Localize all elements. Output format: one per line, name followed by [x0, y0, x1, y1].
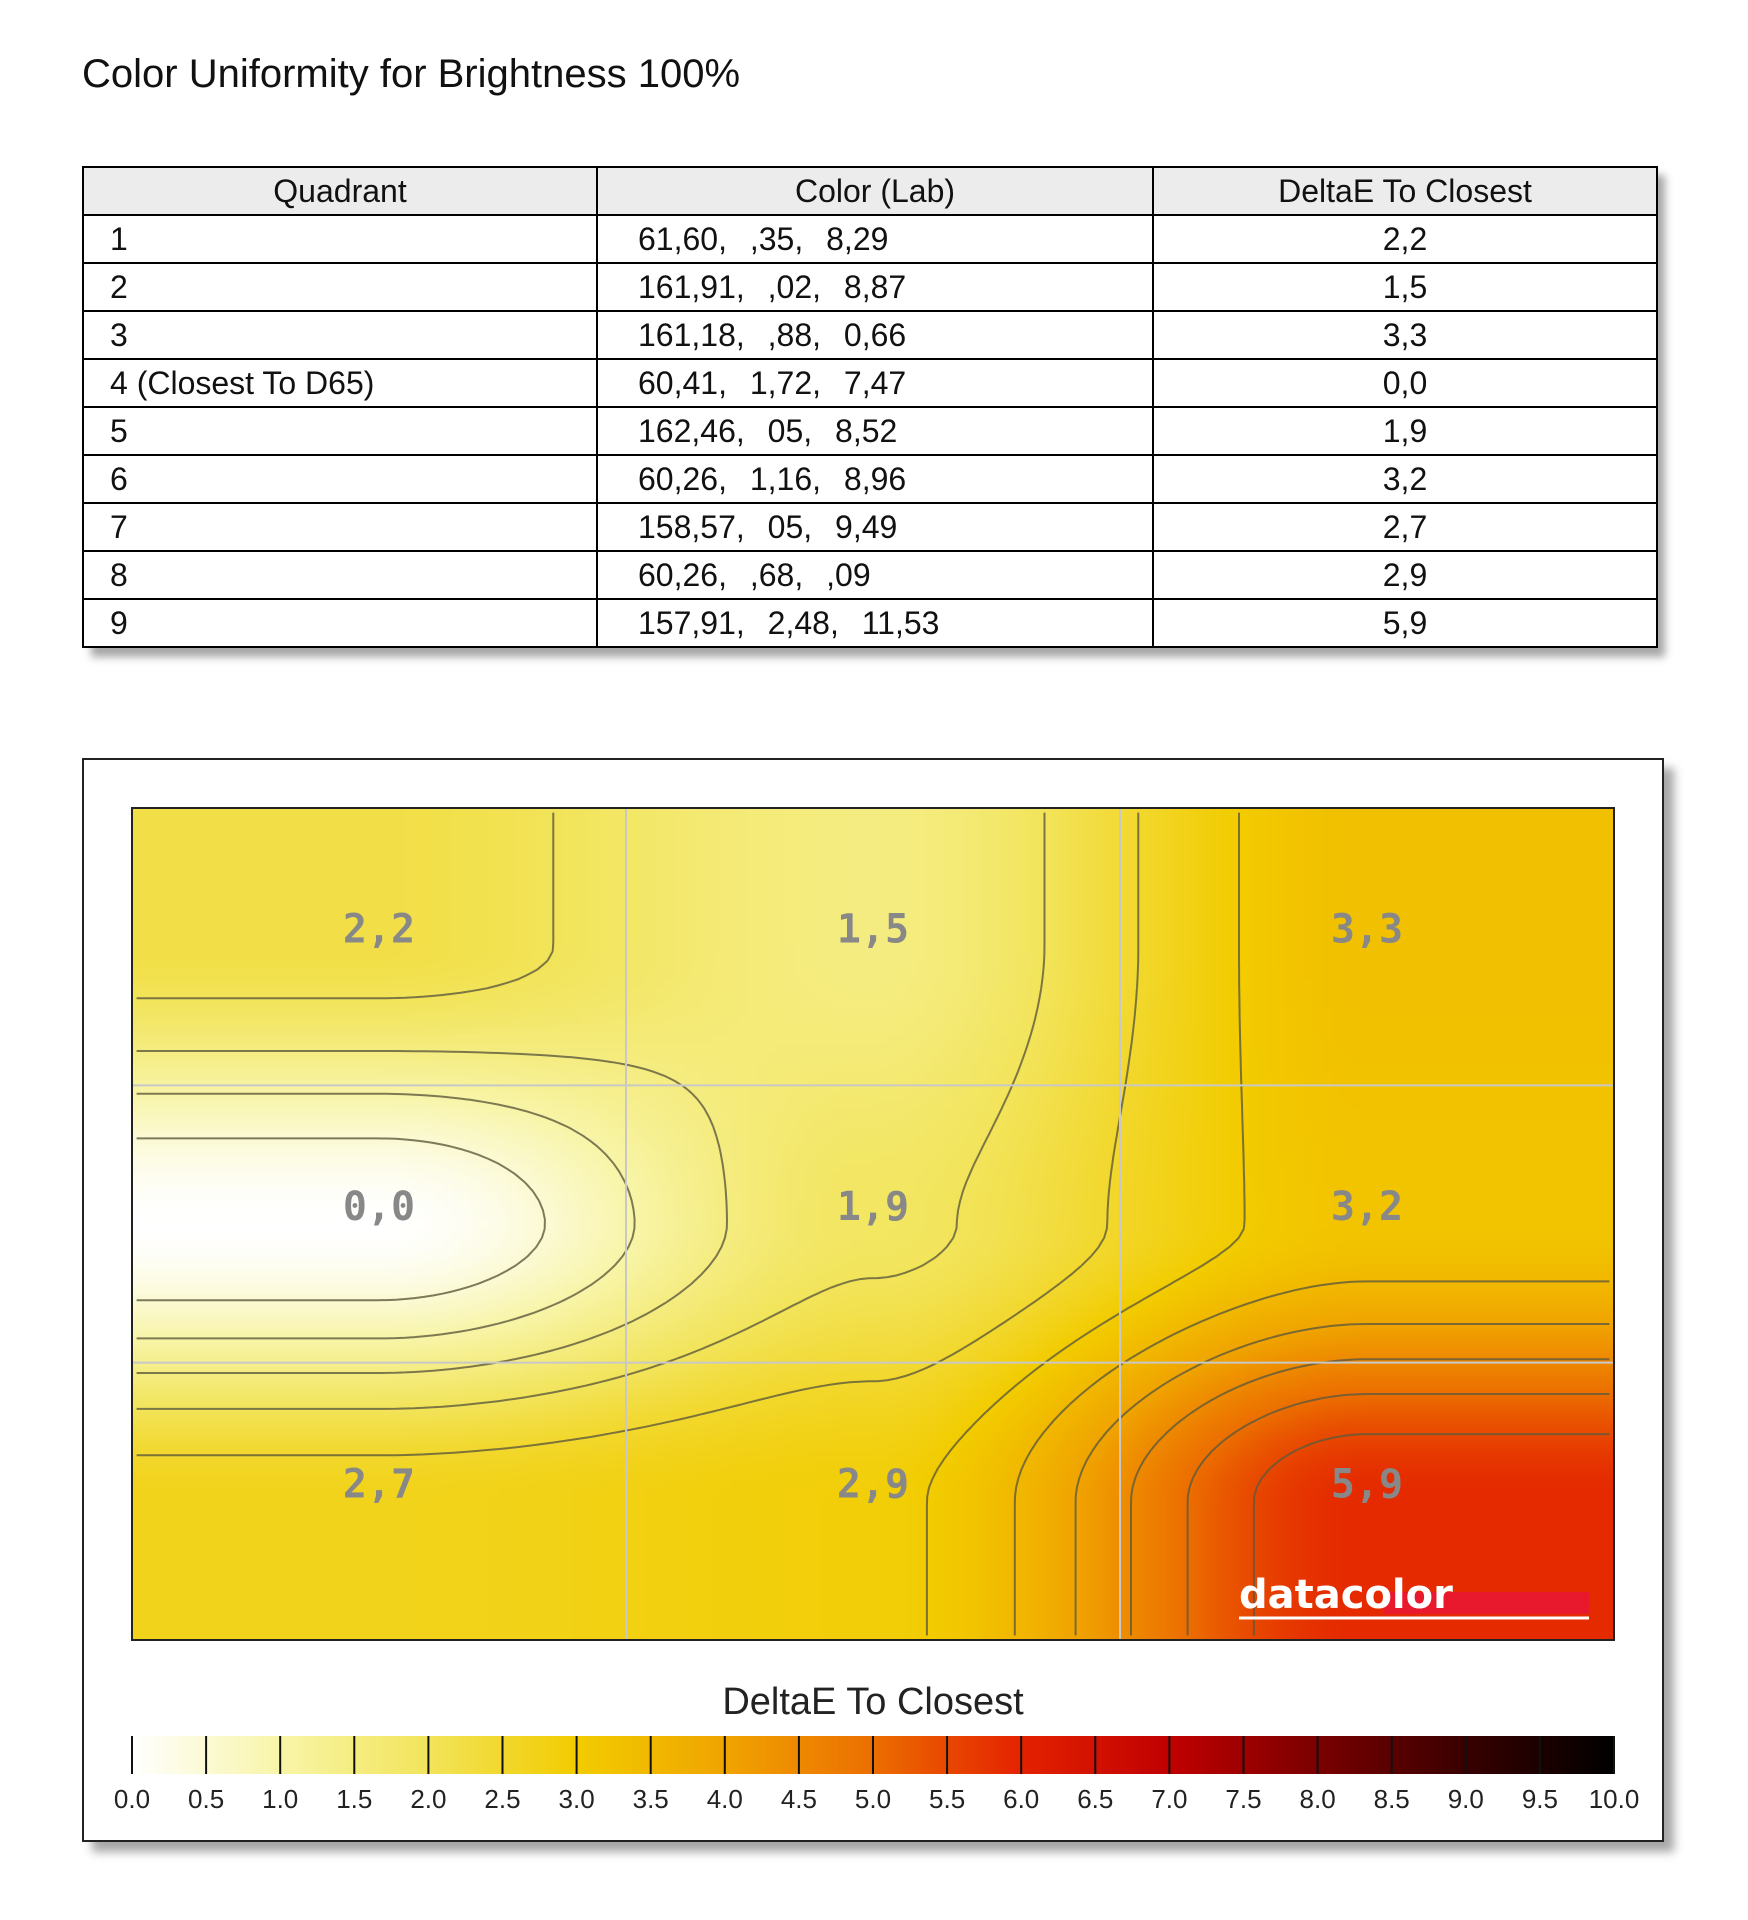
cell-delta: 3,3	[1153, 311, 1657, 359]
legend-tick-label: 2.5	[484, 1784, 521, 1814]
legend-tick-label: 6.0	[1003, 1784, 1040, 1814]
legend-title: DeltaE To Closest	[722, 1681, 1024, 1723]
cell-quadrant: 3	[83, 311, 597, 359]
cell-delta: 3,2	[1153, 455, 1657, 503]
table-row	[83, 311, 1657, 359]
cell-delta: 2,9	[1153, 551, 1657, 599]
table-row	[83, 455, 1657, 503]
cell-lab: 161,91, ,02, 8,87	[597, 263, 1153, 311]
cell-quadrant: 6	[83, 455, 597, 503]
uniformity-table	[82, 166, 1658, 648]
legend-tick-label: 8.0	[1299, 1784, 1336, 1814]
cell-quadrant: 1	[83, 215, 597, 263]
legend-tick-label: 5.5	[929, 1784, 966, 1814]
cell-delta: 0,0	[1153, 359, 1657, 407]
legend-tick-label: 8.5	[1373, 1784, 1410, 1814]
cell-delta: 2,2	[1153, 215, 1657, 263]
uniformity-heatmap	[84, 760, 1662, 1840]
table-header-row	[83, 167, 1657, 215]
quadrant-value-label: 3,3	[1330, 906, 1404, 953]
cell-quadrant: 9	[83, 599, 597, 647]
quadrant-value-label: 3,2	[1330, 1184, 1404, 1230]
cell-lab: 60,26, 1,16, 8,96	[597, 455, 1153, 503]
cell-lab: 60,41, 1,72, 7,47	[597, 359, 1153, 407]
table-row	[83, 263, 1657, 311]
table-row	[83, 599, 1657, 647]
quadrant-value-label: 1,5	[836, 906, 910, 953]
cell-delta: 5,9	[1153, 599, 1657, 647]
legend-tick-label: 2.0	[410, 1784, 447, 1814]
legend-tick-label: 3.0	[558, 1784, 595, 1814]
table-row	[83, 359, 1657, 407]
cell-lab: 158,57, 05, 9,49	[597, 503, 1153, 551]
logo-text: datacolor	[1239, 1572, 1453, 1618]
cell-quadrant: 7	[83, 503, 597, 551]
legend-tick-label: 9.0	[1447, 1784, 1484, 1814]
header-quadrant: Quadrant	[83, 167, 597, 215]
legend-tick-label: 7.5	[1225, 1784, 1262, 1814]
uniformity-table-wrap	[82, 166, 1656, 648]
cell-delta: 1,5	[1153, 263, 1657, 311]
cell-delta: 2,7	[1153, 503, 1657, 551]
quadrant-value-label: 2,9	[836, 1461, 910, 1508]
cell-quadrant: 5	[83, 407, 597, 455]
legend-tick-label: 5.0	[854, 1784, 892, 1814]
legend-tick-label: 6.5	[1077, 1784, 1114, 1814]
quadrant-value-label: 0,0	[342, 1184, 416, 1230]
quadrant-value-label: 2,2	[342, 906, 416, 953]
cell-lab: 162,46, 05, 8,52	[597, 407, 1153, 455]
table-row	[83, 551, 1657, 599]
table-row	[83, 215, 1657, 263]
cell-quadrant: 2	[83, 263, 597, 311]
table-row	[83, 503, 1657, 551]
legend-tick-label: 3.5	[632, 1784, 669, 1814]
quadrant-value-label: 5,9	[1330, 1461, 1404, 1508]
legend-tick-label: 9.5	[1521, 1784, 1558, 1814]
legend-tick-label: 1.0	[262, 1784, 299, 1814]
legend-tick-label: 1.5	[336, 1784, 373, 1814]
legend-tick-label: 10.0	[1588, 1784, 1640, 1814]
header-color-lab: Color (Lab)	[597, 167, 1153, 215]
cell-lab: 60,26, ,68, ,09	[597, 551, 1153, 599]
legend-tick-label: 0.0	[113, 1784, 151, 1814]
cell-lab: 161,18, ,88, 0,66	[597, 311, 1153, 359]
uniformity-chart-panel	[82, 758, 1664, 1842]
cell-lab: 61,60, ,35, 8,29	[597, 215, 1153, 263]
quadrant-value-label: 1,9	[836, 1184, 910, 1230]
cell-lab: 157,91, 2,48, 11,53	[597, 599, 1153, 647]
quadrant-value-label: 2,7	[342, 1461, 416, 1508]
page-title: Color Uniformity for Brightness 100%	[82, 52, 741, 96]
header-deltae: DeltaE To Closest	[1153, 167, 1657, 215]
cell-delta: 1,9	[1153, 407, 1657, 455]
legend-tick-label: 4.5	[780, 1784, 817, 1814]
legend-tick-label: 4.0	[706, 1784, 743, 1814]
cell-quadrant: 4 (Closest To D65)	[83, 359, 597, 407]
legend-tick-label: 0.5	[188, 1784, 225, 1814]
cell-quadrant: 8	[83, 551, 597, 599]
table-row	[83, 407, 1657, 455]
legend-tick-label: 7.0	[1151, 1784, 1188, 1814]
